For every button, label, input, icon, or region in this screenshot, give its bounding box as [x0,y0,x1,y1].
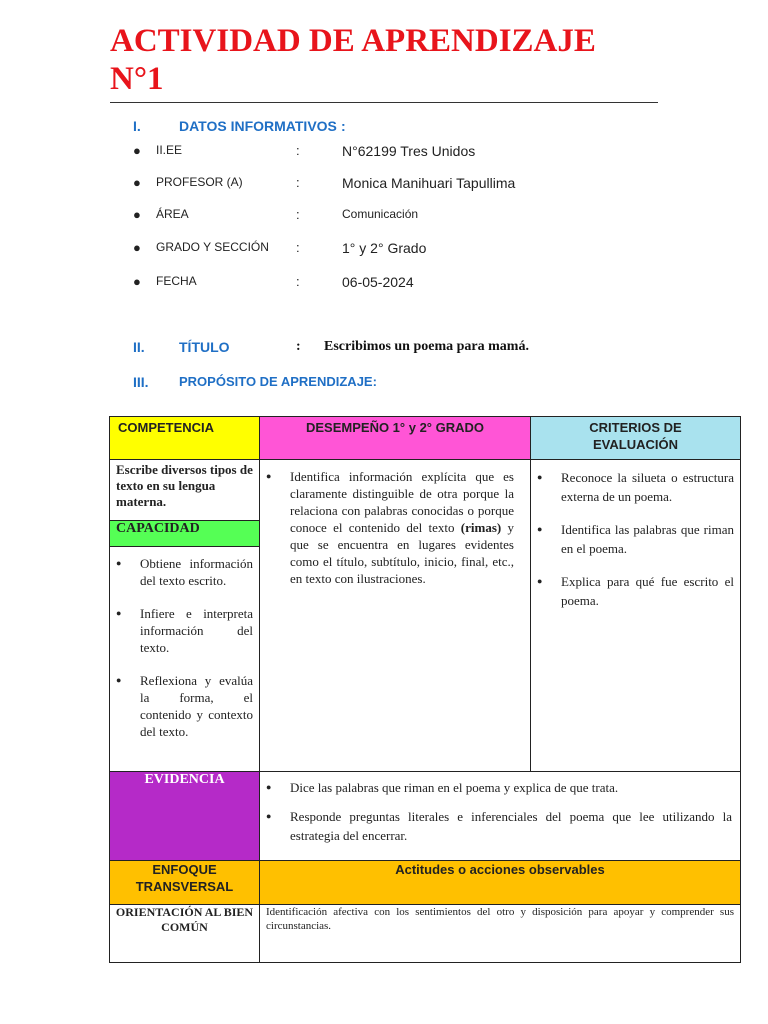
enfoque-header [110,861,260,905]
info-row-fecha [133,274,633,292]
enfoque-line-1: ENFOQUE [152,862,217,877]
desempeno-text-end: y que se encuentra en lugares evidentes como el título, subtítulo, inicio, final, etc., en texto con ilustraciones. [290,520,515,586]
bullet-icon: ● [133,240,141,255]
evidencia-label: EVIDENCIA [144,772,225,787]
info-row-iiee [133,143,633,161]
info-row-profesor [133,175,633,193]
info-value: Comunicación [342,207,419,221]
orientacion-text: ORIENTACIÓN AL BIEN COMÚN [115,905,254,934]
list-item: ● Identifica las palabras que riman en el poema. [531,520,734,558]
section-colon: : [296,339,301,354]
header-criterios-line-1: CRITERIOS DE [589,420,682,435]
header-criterios-line-2: EVALUACIÓN [593,437,678,452]
info-value: 06-05-2024 [342,274,414,290]
title-line-2: N°1 [110,61,164,97]
list-item: ● Responde preguntas literales e inferenciales del poema que lee utilizando la estrategia del encerrar. [260,807,732,845]
info-label: II.EE [156,143,183,157]
header-competencia-label: COMPETENCIA [118,420,215,435]
info-row-area [133,207,633,225]
list-item: ● Dice las palabras que riman en el poema y explica de que trata. [260,778,732,797]
bullet-icon: ● [133,143,141,158]
info-label: GRADO Y SECCIÓN [156,240,269,254]
info-value: 1° y 2° Grado [342,240,427,256]
section-label: TÍTULO [179,339,230,355]
activity-title: Escribimos un poema para mamá. [324,339,529,354]
list-item: ● Reflexiona y evalúa la forma, el contenido y contexto del texto. [110,672,253,740]
bullet-icon: ● [133,274,141,289]
actitudes-header [260,861,741,905]
info-label: ÁREA [156,207,189,221]
competencia-text: Escribe diversos tipos de texto en su lengua materna. [116,462,253,509]
evidencias-cell [260,772,741,861]
section-number: I. [133,118,141,134]
info-row-grado [133,240,633,258]
section-number: II. [133,339,145,355]
criterios-cell [531,460,741,772]
evidencias-list [260,778,732,845]
bullet-icon: ● [133,207,141,222]
orientacion-label [110,905,260,963]
capacidad-header: CAPACIDAD [110,520,259,547]
section-colon: : [341,118,346,134]
evidencia-header [110,772,260,861]
info-value: N°62199 Tres Unidos [342,143,476,159]
info-colon: : [296,207,300,222]
header-competencia [110,417,260,460]
section-label: PROPÓSITO DE APRENDIZAJE: [179,374,377,389]
info-label: FECHA [156,274,197,288]
section-label: DATOS INFORMATIVOS [179,118,337,134]
info-colon: : [296,175,300,190]
enfoque-line-2: TRANSVERSAL [135,879,234,894]
desempeno-text-bold: (rimas) [460,520,502,535]
list-item: ● Obtiene información del texto escrito. [110,555,253,589]
desempeno-list [260,468,514,587]
info-value: Monica Manihuari Tapullima [342,175,516,191]
list-item: ● Explica para qué fue escrito el poema. [531,572,734,610]
list-item: ● Reconoce la silueta o estructura externa de un poema. [531,468,734,506]
header-desempeno-label: DESEMPEÑO 1° y 2° GRADO [306,420,484,435]
header-criterios [531,417,741,460]
desempeno-text-start: Identifica información explícita que es claramente distinguible de otra porque la relaciona con palabras conocidas o porque conoce el contenido del texto [290,469,514,535]
learning-purpose-table [109,416,741,963]
title-divider [110,102,658,103]
document-title [110,22,670,98]
orientacion-description: Identificación afectiva con los sentimientos del otro y disposición para apoyar y comprender sus circunstancias. [266,906,734,932]
bullet-icon: ● [133,175,141,190]
desempeno-cell [260,460,531,772]
info-label: PROFESOR (A) [156,175,243,189]
list-item [260,468,514,587]
criterios-list [531,468,734,610]
info-colon: : [296,274,300,289]
capacidades-list [110,547,259,771]
actitudes-label: Actitudes o acciones observables [395,862,605,877]
list-item: ● Infiere e interpreta información del texto. [110,605,253,656]
title-line-1: ACTIVIDAD DE APRENDIZAJE [110,23,596,59]
competencia-cell [110,460,260,772]
section-number: III. [133,374,149,390]
orientacion-cell [260,905,741,963]
header-desempeno [260,417,531,460]
info-colon: : [296,143,300,158]
info-colon: : [296,240,300,255]
